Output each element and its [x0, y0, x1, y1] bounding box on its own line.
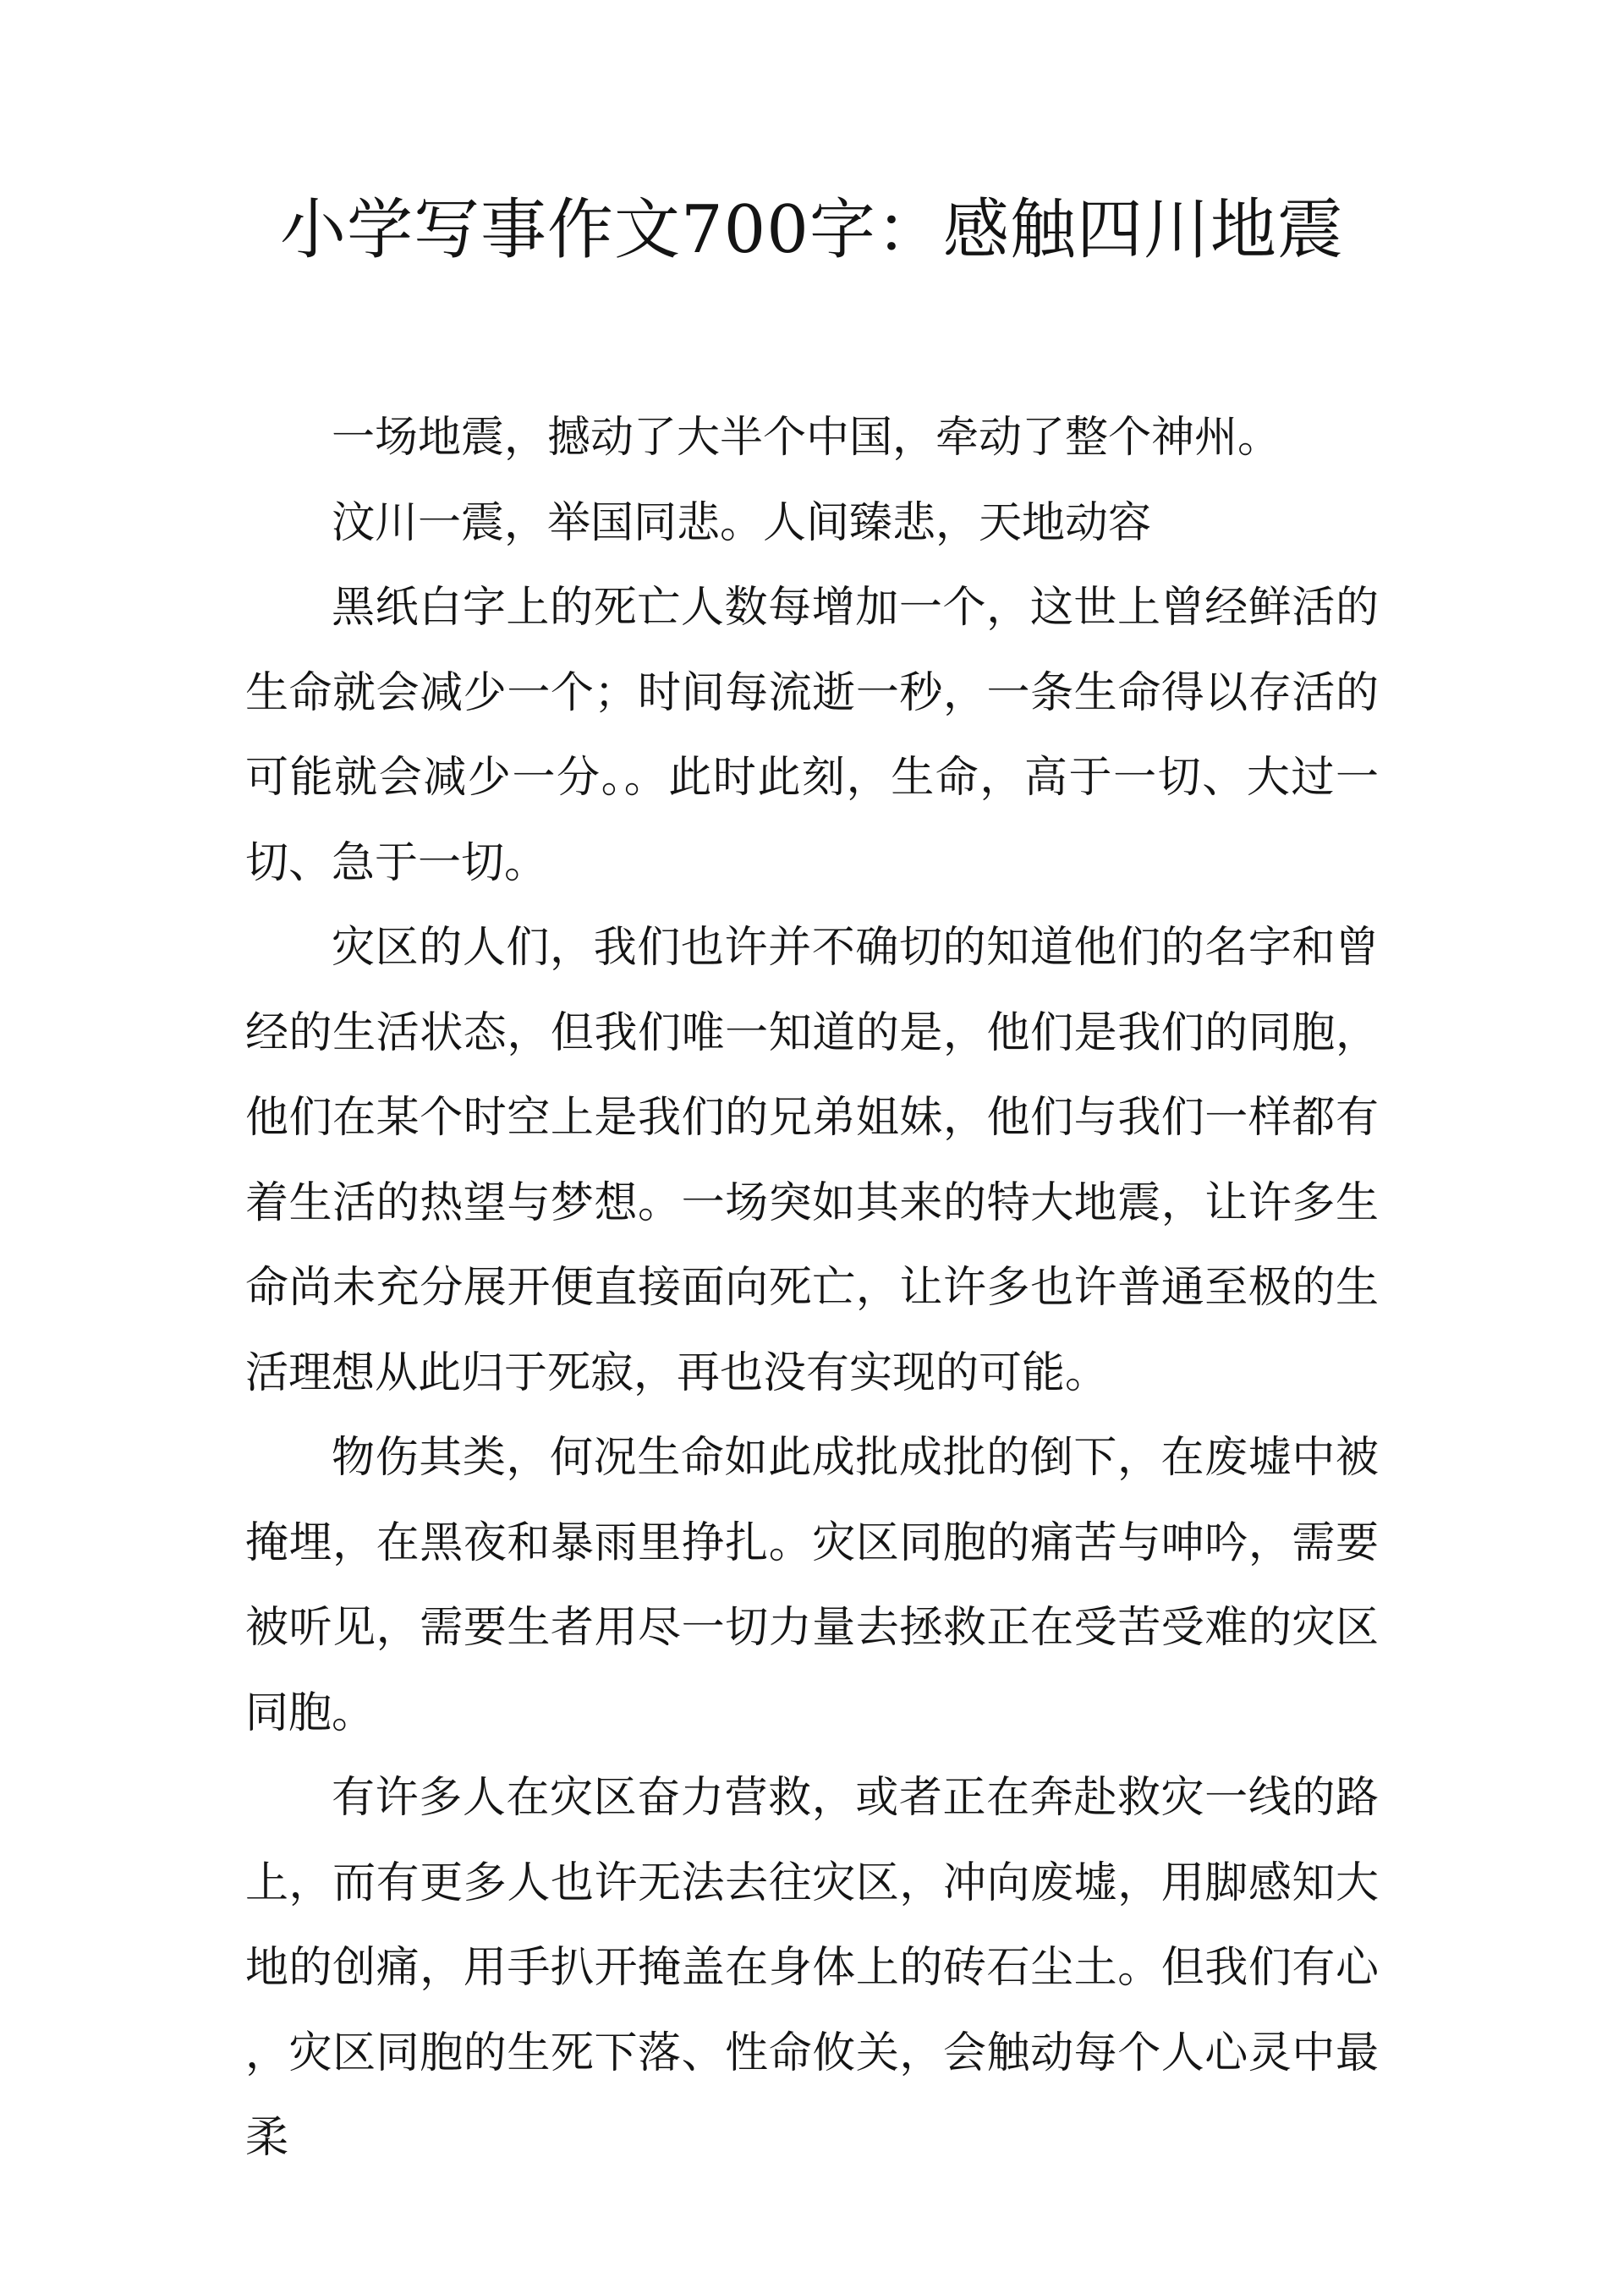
paragraph-2: 汶川一震，举国同悲。人间臻悲，天地动容 — [332, 497, 1152, 548]
paragraph-3: 黑纸白字上的死亡人数每增加一个，这世上曾经鲜活的生命就会减少一个；时间每流逝一秒，一条生命得以存活的可能就会减少一分。。此时此刻，生命，高于一切、大过一切、急于一切。 — [245, 583, 1379, 888]
article-body — [245, 396, 1379, 2181]
page-title: 小学写事作文700字：感触四川地震 — [280, 192, 1344, 268]
paragraph-4: 灾区的人们，我们也许并不确切的知道他们的名字和曾经的生活状态，但我们唯一知道的是，他们是我们的同胞，他们在某个时空上是我们的兄弟姐妹，他们与我们一样都有着生活的热望与梦想。一场突如其来的特大地震，让许多生命尚未充分展开便直接面向死亡，让许多也许普通至极的生活理想从此归于死寂，再也没有实现的可能。 — [245, 923, 1379, 1398]
paragraph-5: 物伤其类，何况生命如此成批成批的倒下，在废墟中被掩埋，在黑夜和暴雨里挣扎。灾区同胞的痛苦与呻吟，需要被听见，需要生者用尽一切力量去拯救正在受苦受难的灾区同胞。 — [245, 1433, 1379, 1738]
paragraph-6: 有许多人在灾区奋力营救，或者正在奔赴救灾一线的路上，而有更多人也许无法去往灾区，冲向废墟，用脚感知大地的创痛，用手扒开掩盖在身体上的砖石尘土。但我们有心，灾区同胞的生死下落、性命攸关，会触动每个人心灵中最柔 — [245, 1773, 1379, 2163]
paragraph-1: 一场地震，撼动了大半个中国，牵动了整个神州。 — [332, 413, 1281, 463]
